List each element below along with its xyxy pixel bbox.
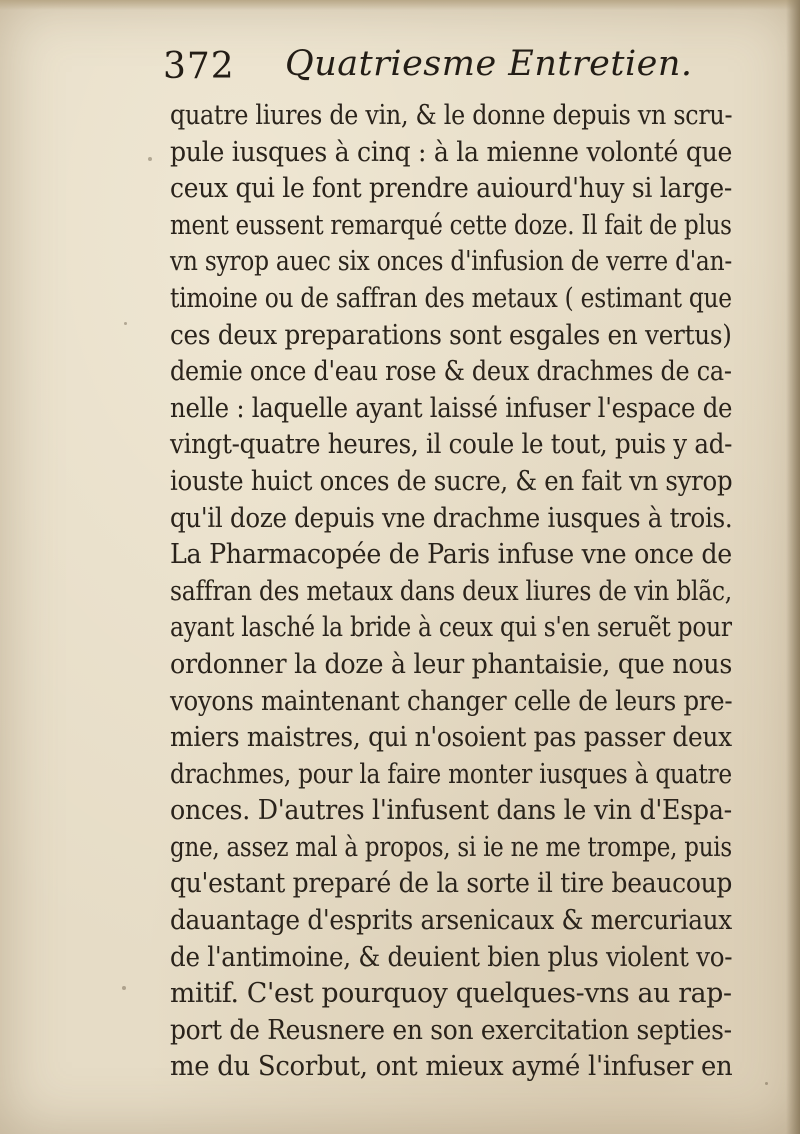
- text-line: miers maistres, qui n'osoient pas passer deux: [170, 722, 732, 754]
- text-line: drachmes, pour la faire monter iusques à quatre: [170, 758, 732, 790]
- text-line: dauantage d'esprits arsenicaux & mercuriaux: [170, 905, 732, 937]
- running-head: [163, 42, 763, 98]
- body-text: [170, 98, 733, 1086]
- text-line: demie once d'eau rose & deux drachmes de ca-: [170, 356, 732, 388]
- text-line: qu'estant preparé de la sorte il tire beaucoup: [170, 868, 733, 900]
- text-line: ceux qui le font prendre auiourd'huy si large-: [170, 173, 733, 205]
- text-line: iouste huict onces de sucre, & en fait vn syrop: [170, 465, 733, 497]
- text-line: pule iusques à cinq : à la mienne volonté que: [170, 136, 733, 168]
- text-line: ayant lasché la bride à ceux qui s'en seruẽt pour: [170, 612, 732, 644]
- page-gutter-shadow: [786, 0, 800, 1134]
- ink-speck: [124, 322, 127, 325]
- text-line: onces. D'autres l'infusent dans le vin d'Espa-: [170, 795, 732, 827]
- ink-speck: [148, 157, 152, 161]
- ink-speck: [765, 1082, 768, 1085]
- ink-speck: [122, 986, 126, 990]
- page-top-edge: [0, 0, 800, 10]
- text-line: gne, assez mal à propos, si ie ne me trompe, puis: [170, 831, 732, 863]
- text-line: qu'il doze depuis vne drachme iusques à trois.: [170, 502, 733, 534]
- text-line: nelle : laquelle ayant laissé infuser l'espace de: [170, 392, 733, 424]
- text-line: ment eussent remarqué cette doze. Il fait de plus: [170, 209, 732, 241]
- text-line: mitif. C'est pourquoy quelques-vns au rap-: [170, 978, 732, 1010]
- text-line: vingt-quatre heures, il coule le tout, puis y ad-: [170, 429, 733, 461]
- page-number: 372: [163, 46, 235, 87]
- text-line: port de Reusnere en son exercitation septies-: [170, 1014, 732, 1046]
- text-line: timoine ou de saffran des metaux ( estimant que: [170, 282, 732, 314]
- text-line: vn syrop auec six onces d'infusion de verre d'an-: [170, 246, 732, 278]
- text-line: quatre liures de vin, & le donne depuis vn scru-: [170, 100, 733, 131]
- text-line: me du Scorbut, ont mieux aymé l'infuser en: [170, 1051, 733, 1083]
- text-line: ces deux preparations sont esgales en vertus): [170, 319, 732, 351]
- text-line: de l'antimoine, & deuient bien plus violent vo-: [170, 941, 733, 973]
- running-title: Quatriesme Entretien.: [285, 44, 693, 84]
- text-line: saffran des metaux dans deux liures de vin blãc,: [170, 575, 733, 607]
- text-line: ordonner la doze à leur phantaisie, que nous: [170, 648, 733, 680]
- text-line: La Pharmacopée de Paris infuse vne once de: [170, 539, 732, 571]
- text-line: voyons maintenant changer celle de leurs pre-: [170, 685, 733, 717]
